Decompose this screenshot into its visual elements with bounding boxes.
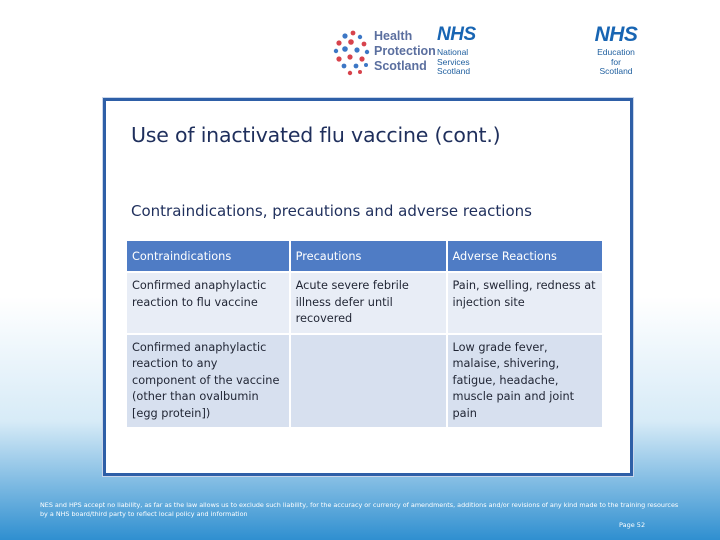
table-cell (291, 335, 446, 428)
nes-line-3: Scotland (599, 66, 633, 76)
nes-nhs-badge: NHS (594, 23, 638, 46)
hps-line-3: Scotland (374, 59, 427, 73)
nss-logo-text (437, 48, 489, 77)
nes-logo-text (590, 48, 642, 77)
hps-line-2: Protection (374, 44, 436, 58)
nes-line-1: Education (597, 47, 635, 57)
nes-logo (590, 24, 642, 88)
hps-line-1: Health (374, 29, 413, 43)
table-cell: Pain, swelling, redness at injection site (448, 273, 603, 333)
contraindications-table (125, 239, 604, 429)
nes-line-2: for (611, 56, 621, 67)
nss-logo (437, 24, 489, 84)
table-row (127, 335, 602, 428)
page-number: Page 52 (619, 521, 646, 529)
table-cell: Acute severe febrile illness defer until recovered (291, 273, 446, 333)
table-cell: Confirmed anaphylactic reaction to any component of the vaccine (other than ovalbumin [egg protein]) (127, 335, 289, 428)
nss-nhs-badge: NHS (437, 24, 476, 45)
header-precautions: Precautions (291, 241, 446, 271)
slide-subtitle: Contraindications, precautions and adverse reactions (131, 202, 532, 220)
header-adverse-reactions: Adverse Reactions (448, 241, 603, 271)
slide-title: Use of inactivated flu vaccine (cont.) (131, 123, 501, 147)
table-row (127, 273, 602, 333)
header-contraindications: Contraindications (127, 241, 289, 271)
hps-dots-icon (333, 29, 371, 77)
nss-line-2: Services (437, 56, 470, 67)
table-cell: Low grade fever, malaise, shivering, fatigue, headache, muscle pain and joint pain (448, 335, 603, 428)
table-header-row (127, 241, 602, 271)
footer-disclaimer: NES and HPS accept no liability, as far as the law allows us to exclude such liability, for the accuracy or currency of amendments, additions and/or revisions of any kind made to the training resources by a NHS board/third party to reflect local policy and information (40, 501, 679, 518)
slide-frame (103, 98, 633, 476)
hps-logo (333, 25, 436, 81)
nss-line-1: National (437, 47, 469, 57)
table-cell: Confirmed anaphylactic reaction to flu vaccine (127, 273, 289, 333)
nss-line-3: Scotland (437, 66, 471, 76)
hps-logo-text (374, 29, 436, 74)
